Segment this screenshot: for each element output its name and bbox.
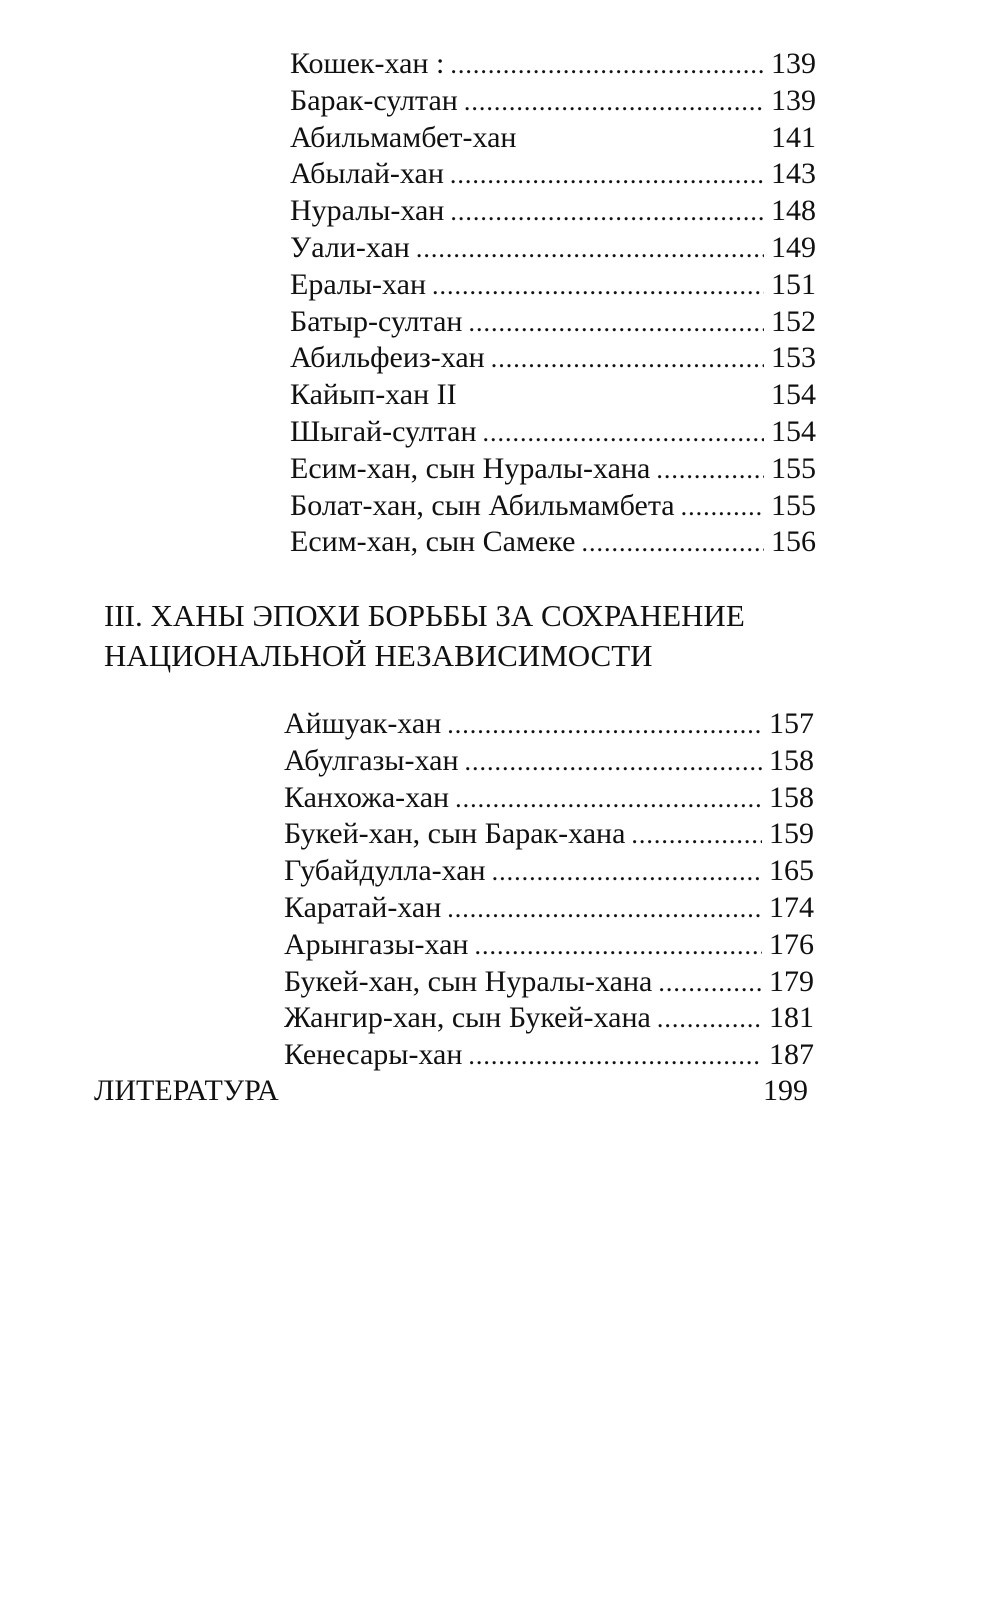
dot-leader — [491, 341, 764, 378]
toc-entry-page: 139 — [771, 83, 816, 117]
toc-entry[interactable] — [290, 451, 816, 488]
toc-list-part-2 — [290, 46, 816, 561]
dot-leader — [432, 268, 764, 305]
toc-entry-page: 148 — [771, 194, 816, 228]
toc-entry[interactable] — [290, 230, 816, 267]
toc-entry-page: 158 — [769, 780, 814, 814]
toc-list-part-3 — [284, 706, 814, 1074]
dot-leader — [656, 452, 764, 489]
toc-entry[interactable] — [290, 488, 816, 525]
toc-entry[interactable] — [290, 524, 816, 561]
toc-entry[interactable] — [290, 377, 816, 414]
dot-leader — [631, 817, 762, 854]
toc-entry[interactable] — [290, 304, 816, 341]
toc-entry[interactable] — [290, 193, 816, 230]
toc-entry[interactable] — [284, 1000, 814, 1037]
toc-entry-page: 155 — [771, 451, 816, 485]
dot-leader — [465, 744, 762, 781]
section-heading-line-2: НАЦИОНАЛЬНОЙ НЕЗАВИСИМОСТИ — [104, 638, 653, 673]
toc-entry[interactable] — [290, 120, 816, 157]
toc-entry-title: Губайдулла-хан — [284, 854, 486, 888]
toc-entry-title: Абильфеиз-хан — [290, 341, 485, 375]
toc-entry[interactable] — [290, 83, 816, 120]
toc-entry-title: Шыгай-султан — [290, 414, 477, 448]
toc-entry-title: Ералы-хан — [290, 267, 426, 301]
toc-entry-page: 174 — [769, 890, 814, 924]
toc-entry-page: 154 — [771, 378, 816, 412]
toc-entry-page: 176 — [769, 927, 814, 961]
toc-entry-title: Канхожа-хан — [284, 780, 450, 814]
toc-entry-page: 152 — [771, 304, 816, 338]
toc-entry-page: 154 — [771, 414, 816, 448]
toc-entry-page: 143 — [771, 157, 816, 191]
dot-leader — [450, 157, 764, 194]
dot-leader — [455, 781, 762, 818]
toc-entry-page: 157 — [769, 707, 814, 740]
toc-entry-title: Абылай-хан — [290, 157, 444, 191]
dot-leader — [450, 47, 764, 84]
toc-entry-page: 187 — [769, 1038, 814, 1072]
toc-entry-title: Уали-хан — [290, 230, 410, 264]
toc-entry[interactable] — [284, 706, 814, 743]
toc-entry-title: Барак-султан — [290, 83, 458, 117]
dot-leader — [657, 1001, 762, 1038]
toc-entry-title: Болат-хан, сын Абильмамбета — [290, 488, 675, 522]
toc-entry-page: 155 — [771, 488, 816, 522]
toc-entry-page: 165 — [769, 854, 814, 888]
dot-leader — [581, 525, 764, 562]
toc-entry[interactable] — [290, 267, 816, 304]
literature-title: ЛИТЕРАТУРА — [94, 1074, 279, 1107]
toc-entry-title: Абулгазы-хан — [284, 743, 459, 777]
toc-entry-title: Нуралы-хан — [290, 194, 445, 228]
toc-entry-title: Кайып-хан II — [290, 378, 457, 412]
dot-leader — [474, 928, 762, 965]
literature-page: 199 — [763, 1074, 808, 1107]
toc-entry[interactable] — [290, 156, 816, 193]
toc-entry[interactable] — [284, 780, 814, 817]
toc-entry-title: Букей-хан, сын Нуралы-хана — [284, 964, 653, 998]
toc-entry-title: Каратай-хан — [284, 890, 442, 924]
toc-entry[interactable] — [290, 46, 816, 83]
dot-leader — [468, 305, 764, 342]
toc-entry-page: 139 — [771, 47, 816, 80]
toc-entry-title: Есим-хан, сын Самеке — [290, 525, 576, 559]
toc-entry[interactable] — [284, 1037, 814, 1074]
toc-entry-title: Букей-хан, сын Барак-хана — [284, 817, 626, 851]
toc-entry[interactable] — [284, 927, 814, 964]
toc-entry-page: 156 — [771, 525, 816, 559]
toc-entry-page: 159 — [769, 817, 814, 851]
toc-entry[interactable] — [290, 414, 816, 451]
dot-leader — [450, 194, 764, 231]
toc-entry[interactable] — [284, 890, 814, 927]
section-heading-line-1: III. ХАНЫ ЭПОХИ БОРЬБЫ ЗА СОХРАНЕНИЕ — [104, 598, 745, 633]
toc-entry-literature[interactable] — [94, 1073, 808, 1109]
toc-entry[interactable] — [284, 816, 814, 853]
toc-entry-title: Абильмамбет-хан — [290, 120, 517, 154]
toc-entry-page: 153 — [771, 341, 816, 375]
dot-leader — [483, 415, 764, 452]
toc-entry[interactable] — [290, 340, 816, 377]
dot-leader — [464, 84, 764, 121]
toc-entry-title: Кошек-хан : — [290, 47, 445, 80]
toc-entry-page: 181 — [769, 1001, 814, 1035]
dot-leader — [492, 854, 762, 891]
toc-entry-page: 141 — [771, 120, 816, 154]
dot-leader — [658, 965, 762, 1002]
toc-entry-title: Жангир-хан, сын Букей-хана — [284, 1001, 651, 1035]
toc-entry-title: Есим-хан, сын Нуралы-хана — [290, 451, 651, 485]
toc-entry-page: 149 — [771, 230, 816, 264]
toc-entry-page: 158 — [769, 743, 814, 777]
dot-leader — [468, 1038, 762, 1075]
toc-entry-title: Кенесары-хан — [284, 1038, 463, 1072]
dot-leader — [681, 489, 764, 526]
toc-entry[interactable] — [284, 743, 814, 780]
dot-leader — [447, 707, 762, 744]
toc-entry-title: Батыр-султан — [290, 304, 463, 338]
toc-entry-page: 179 — [769, 964, 814, 998]
toc-entry-title: Айшуак-хан — [284, 707, 442, 740]
section-heading[interactable] — [104, 596, 824, 676]
dot-leader — [416, 231, 764, 268]
toc-entry[interactable] — [284, 964, 814, 1001]
toc-entry-page: 151 — [771, 267, 816, 301]
toc-entry[interactable] — [284, 853, 814, 890]
dot-leader — [447, 891, 762, 928]
toc-entry-title: Арынгазы-хан — [284, 927, 469, 961]
